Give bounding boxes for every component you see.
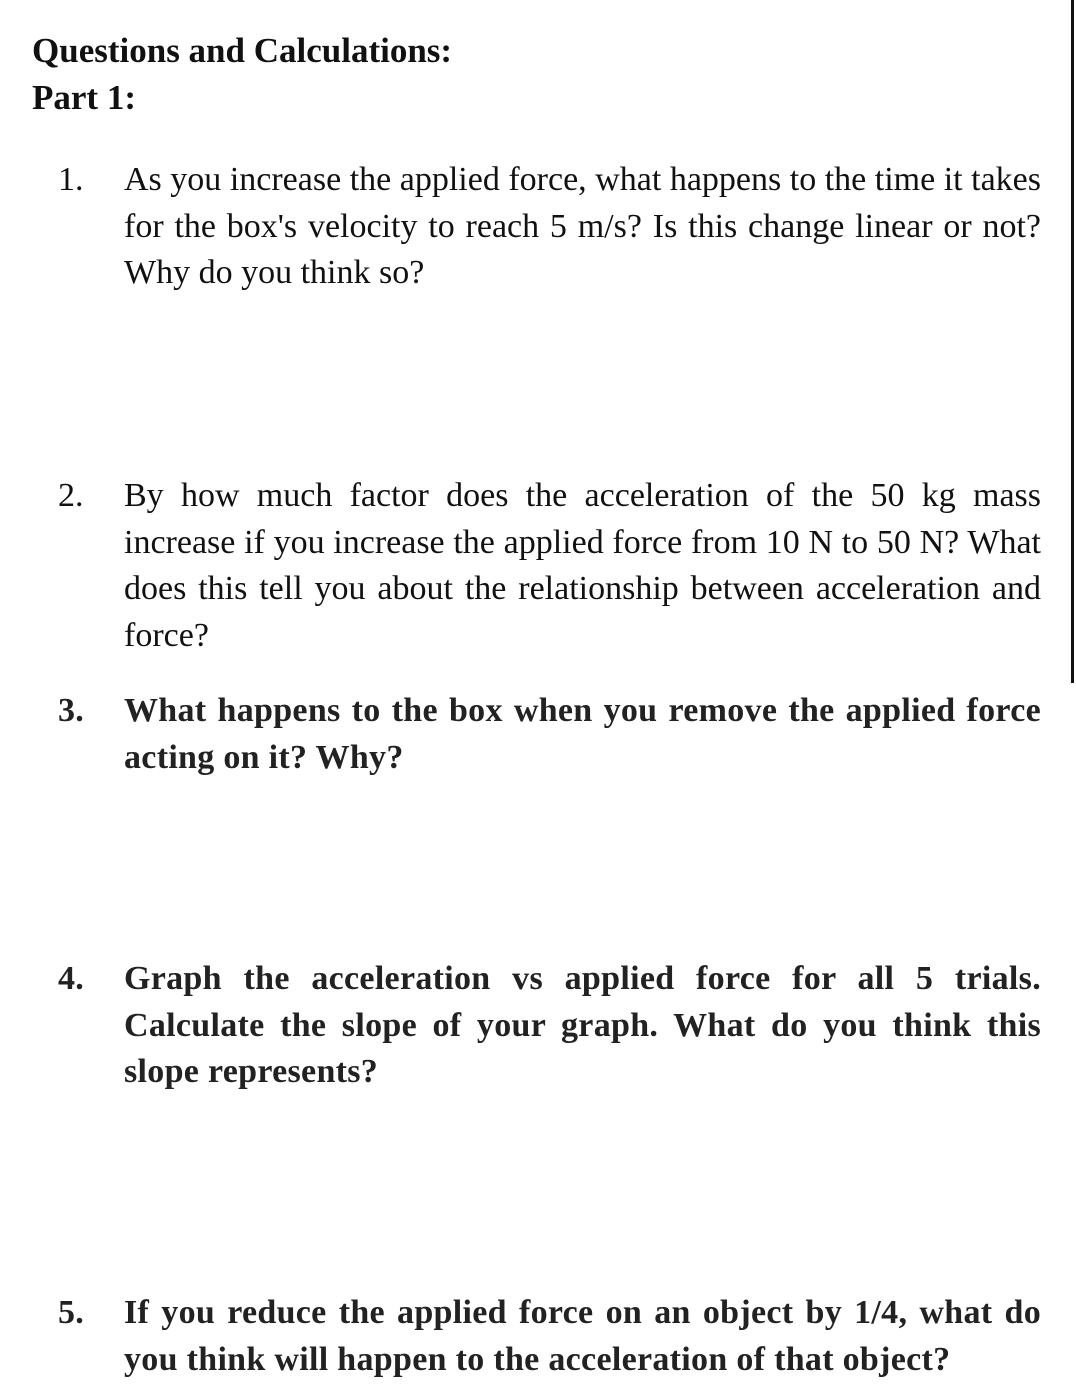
question-text: By how much factor does the acceleration of the 50 kg mass increase if you increase the applied force from 10 N to 50 N? What does this tell you about the relationship between acceleration and force?	[124, 477, 1041, 654]
question-text: What happens to the box when you remove the applied force acting on it? Why?	[124, 692, 1041, 776]
question-text: Graph the acceleration vs applied force for all 5 trials. Calculate the slope of your graph. What do you think this slope represents?	[124, 960, 1041, 1090]
question-number: 4.	[58, 960, 85, 997]
question-number: 1.	[58, 161, 84, 198]
question-number: 2.	[58, 477, 84, 514]
question-text: If you reduce the applied force on an object by 1/4, what do you think will happen to the acceleration of that object?	[124, 1294, 1041, 1378]
question-number: 5.	[58, 1294, 85, 1331]
page-edge-rule	[1071, 0, 1074, 683]
page-title: Questions and Calculations:	[32, 31, 453, 70]
question-text: As you increase the applied force, what happens to the time it takes for the box's velocity to reach 5 m/s? Is this change linear or not? Why do you think so?	[124, 161, 1041, 291]
question-number: 3.	[58, 692, 85, 729]
section-heading: Part 1:	[32, 78, 136, 117]
